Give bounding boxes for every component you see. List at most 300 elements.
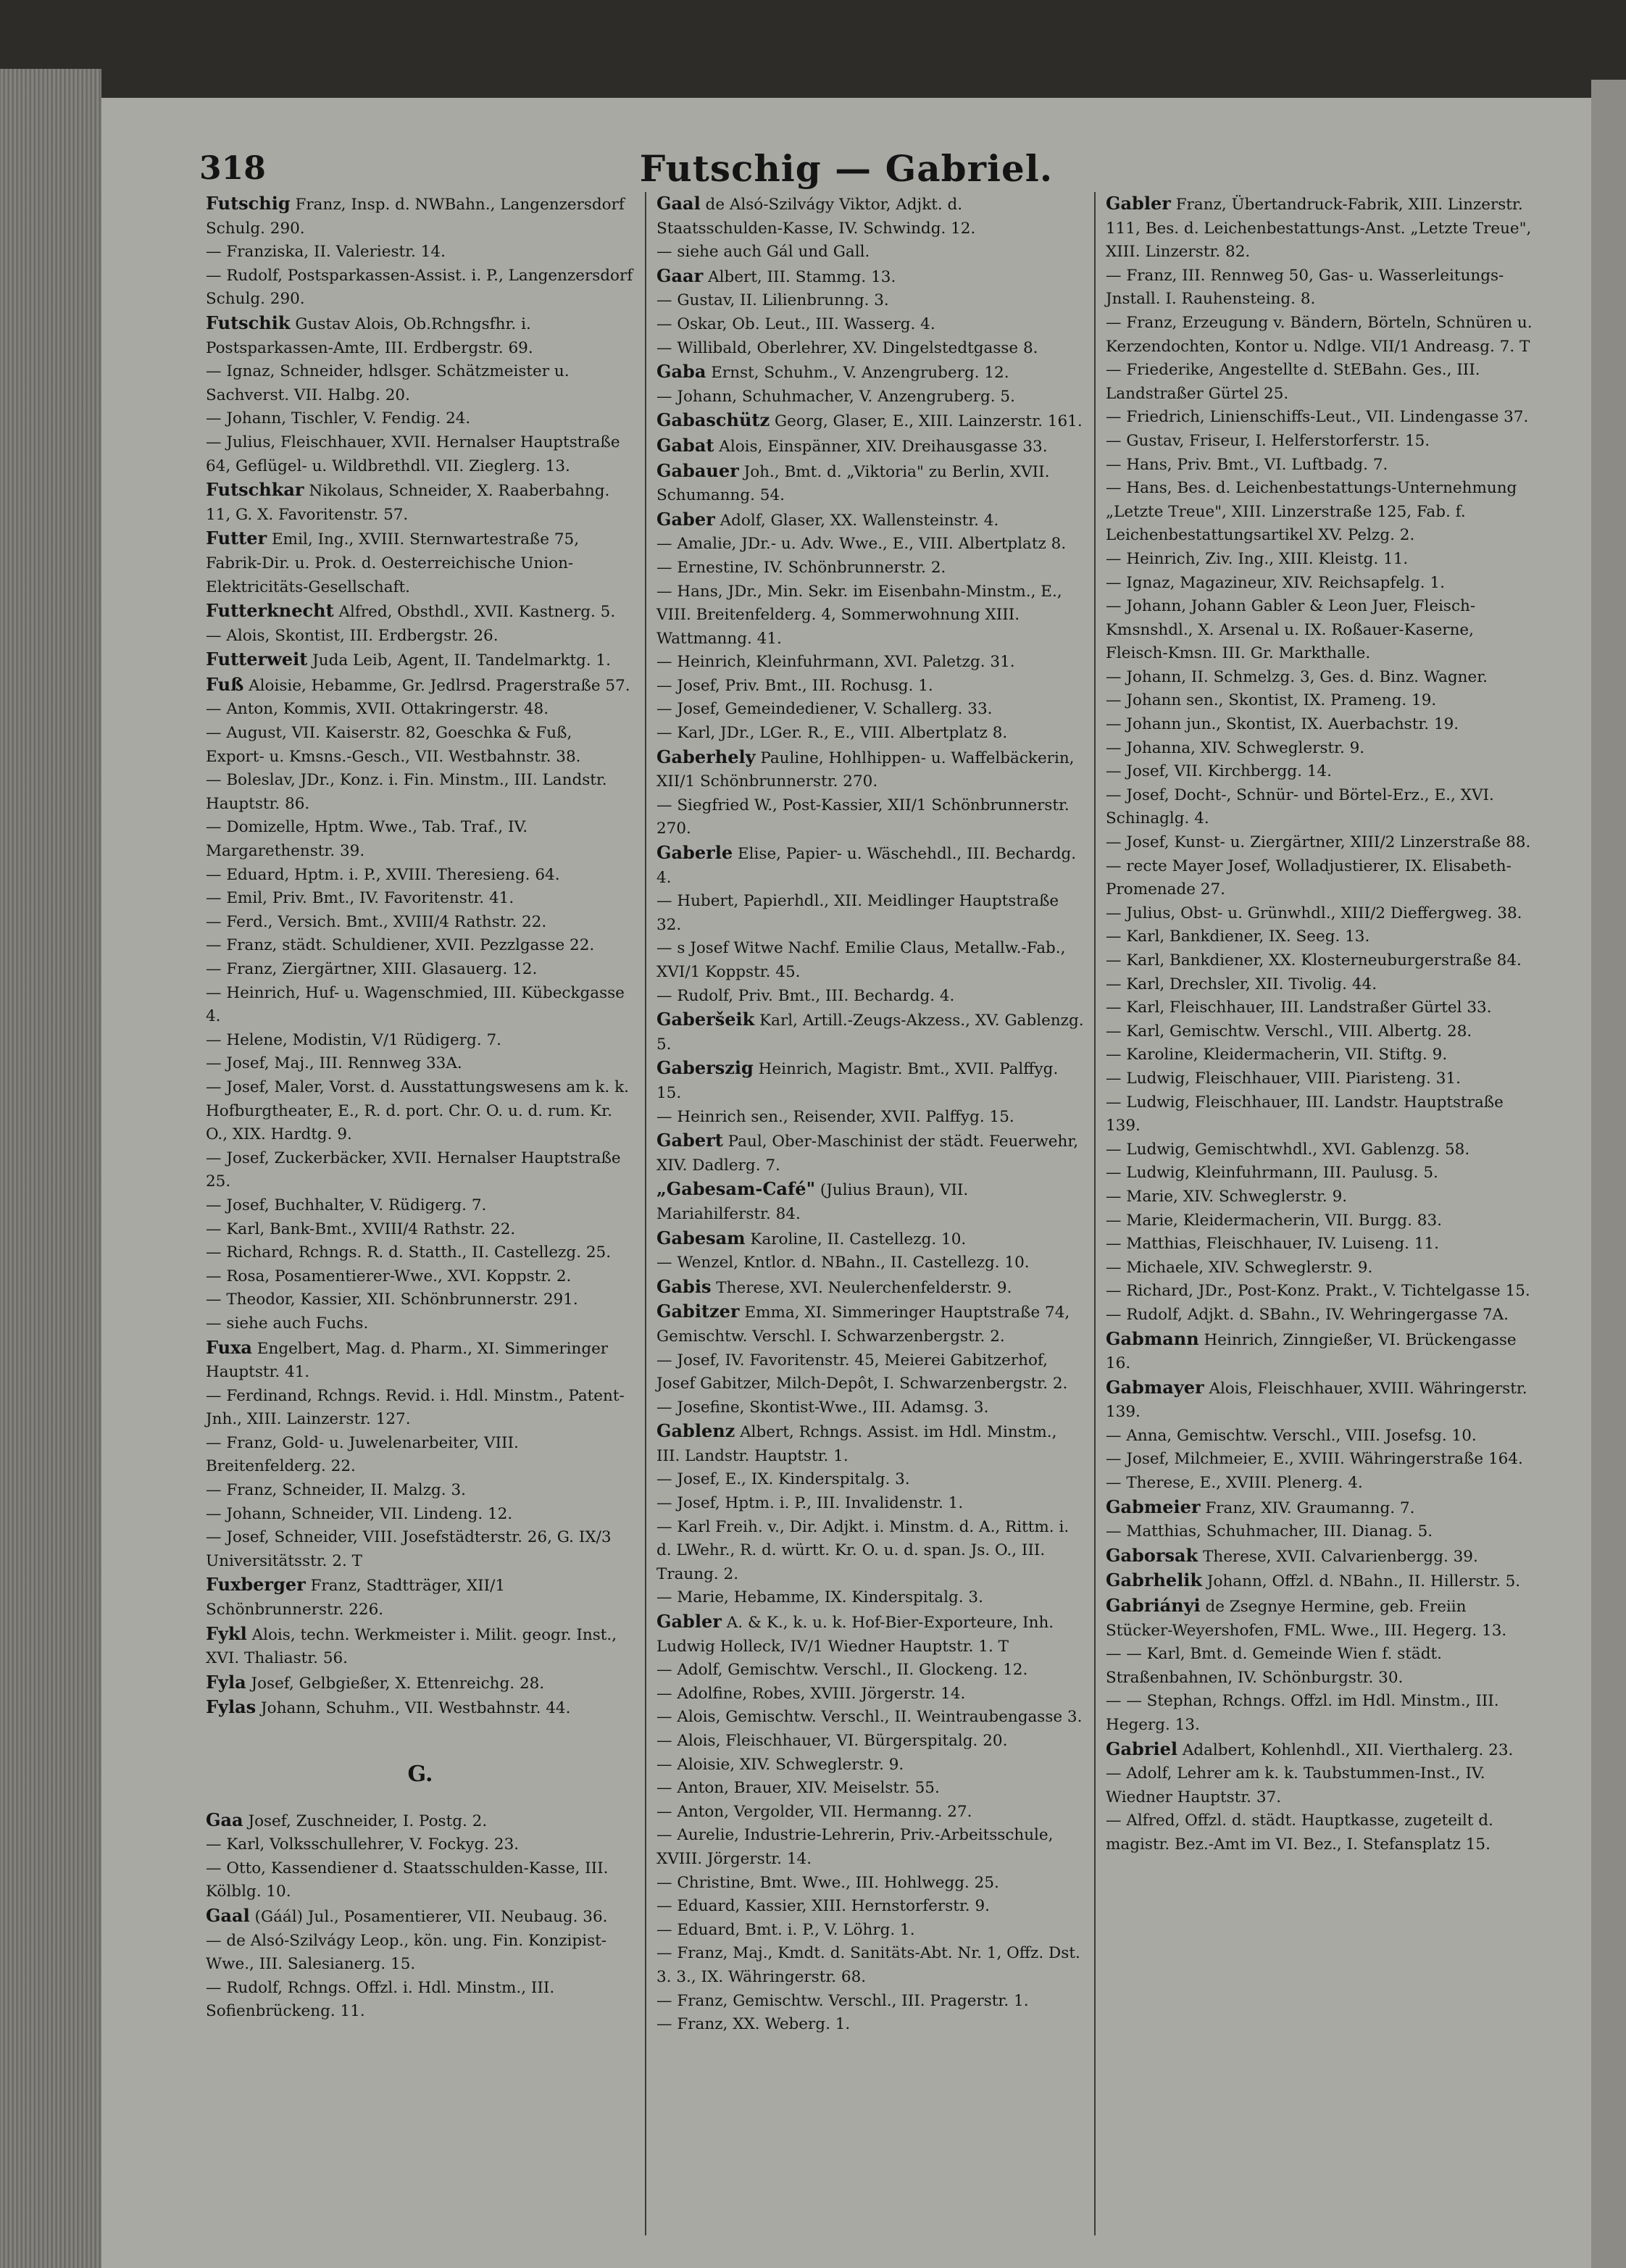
entry-surname: Gaal [656, 193, 701, 214]
entry-text: Johann, Offzl. d. NBahn., II. Hillerstr. 5. [1202, 1572, 1521, 1591]
entry-text: — Oskar, Ob. Leut., III. Wasserg. 4. [656, 314, 935, 333]
directory-entry [656, 1419, 1084, 1468]
directory-entry [1106, 192, 1533, 264]
entry-text: — Heinrich, Huf- u. Wagenschmied, III. Kübeckgasse 4. [206, 983, 625, 1026]
directory-entry [656, 1227, 1084, 1252]
entry-text: — — Karl, Bmt. d. Gemeinde Wien f. städt. Straßenbahnen, IV. Schönburgstr. 30. [1106, 1645, 1442, 1687]
entry-surname: Gabmann [1106, 1327, 1199, 1349]
entry-text: Elise, Papier- u. Wäschehdl., III. Bechardg. 4. [656, 845, 1077, 887]
directory-entry [1106, 949, 1533, 973]
directory-entry [1106, 595, 1533, 666]
directory-entry [206, 599, 635, 625]
directory-entry [656, 264, 1084, 290]
directory-entry [206, 264, 635, 312]
directory-entry [656, 434, 1084, 459]
entry-text: — Ernestine, IV. Schönbrunnerstr. 2. [656, 558, 946, 577]
entry-text: — Josef, Milchmeier, E., XVIII. Währingerstraße 164. [1106, 1450, 1523, 1469]
entry-surname: Fylas [206, 1696, 257, 1718]
directory-entry [656, 890, 1084, 937]
directory-entry [1106, 1256, 1533, 1280]
page-header [101, 98, 1591, 190]
directory-entry [656, 1895, 1084, 1919]
directory-entry [656, 722, 1084, 746]
directory-entry [1106, 973, 1533, 997]
entry-text: — Karl, Bankdiener, IX. Seeg. 13. [1106, 927, 1370, 946]
entry-surname: „Gabesam-Café" [656, 1178, 816, 1200]
directory-entry [1106, 666, 1533, 690]
directory-entry [206, 1312, 635, 1336]
directory-entry [1106, 760, 1533, 784]
directory-entry [1106, 996, 1533, 1020]
entry-surname: Gabler [656, 1611, 722, 1633]
directory-entry [656, 1610, 1084, 1659]
directory-entry [656, 1177, 1084, 1226]
directory-entry [206, 1432, 635, 1479]
directory-entry [206, 887, 635, 911]
entry-text: — s Josef Witwe Nachf. Emilie Claus, Metallw.-Fab., XVI/1 Koppstr. 45. [656, 939, 1066, 981]
column-2-entries [656, 192, 1084, 2037]
entry-text: — Boleslav, JDr., Konz. i. Fin. Minstm., III. Landstr. Hauptstr. 86. [206, 771, 607, 813]
entry-text: (Julius Braun), VII. Mariahilferstr. 84. [656, 1181, 969, 1223]
directory-entry [656, 1300, 1084, 1348]
directory-entry [1106, 784, 1533, 831]
directory-entry [1106, 1425, 1533, 1448]
directory-entry [656, 1919, 1084, 1943]
entry-text: Paul, Ober-Maschinist der städt. Feuerwehr, XIV. Dadlerg. 7. [656, 1133, 1079, 1175]
directory-entry [206, 360, 635, 407]
entry-surname: Futschik [206, 312, 291, 333]
directory-entry [1106, 1162, 1533, 1185]
directory-entry [656, 1586, 1084, 1610]
entry-text: — de Alsó-Szilvágy Leop., kön. ung. Fin. Konzipist-Wwe., III. Salesianerg. 15. [206, 1931, 607, 1974]
entry-text: — Franz, XX. Weberg. 1. [656, 2015, 851, 2034]
entry-text: — Franz, städt. Schuldiener, XVII. Pezzlgasse 22. [206, 936, 595, 955]
entry-text: — Aloisie, XIV. Schweglerstr. 9. [656, 1755, 904, 1774]
directory-entry [656, 1990, 1084, 2014]
entry-text: — Otto, Kassendiener d. Staatsschulden-Kasse, III. Kölblg. 10. [206, 1859, 609, 1901]
directory-entry [1106, 855, 1533, 902]
directory-entry [656, 746, 1084, 794]
directory-entry [656, 289, 1084, 313]
entry-text: — Josef, Maj., III. Rennweg 33A. [206, 1054, 462, 1073]
directory-entry [656, 1275, 1084, 1301]
entry-text: — Rudolf, Adjkt. d. SBahn., IV. Wehringergasse 7A. [1106, 1305, 1509, 1324]
directory-entry [656, 698, 1084, 722]
entry-text: — Josef, Zuckerbäcker, XVII. Hernalser Hauptstraße 25. [206, 1148, 621, 1191]
entry-text: — Johann, Tischler, V. Fendig. 24. [206, 409, 471, 428]
entry-text: Therese, XVII. Calvarienbergg. 39. [1198, 1547, 1478, 1566]
entry-text: — Heinrich, Ziv. Ing., XIII. Kleistg. 11. [1106, 549, 1409, 568]
directory-entry [1106, 713, 1533, 737]
entry-text: — Adolf, Gemischtw. Verschl., II. Glockeng. 12. [656, 1661, 1028, 1680]
directory-entry [1106, 359, 1533, 406]
entry-text: — Karl, Drechsler, XII. Tivolig. 44. [1106, 975, 1377, 993]
entry-text: — recte Mayer Josef, Wolladjustierer, IX. Elisabeth-Promenade 27. [1106, 856, 1512, 899]
entry-surname: Gaberšeik [656, 1009, 755, 1030]
directory-entry [1106, 689, 1533, 713]
directory-entry [1106, 1762, 1533, 1809]
entry-text: Nikolaus, Schneider, X. Raaberbahng. 11, G. X. Favoritenstr. 57. [206, 482, 610, 524]
directory-entry [206, 816, 635, 863]
entry-text: — Karl, Bank-Bmt., XVIII/4 Rathstr. 22. [206, 1220, 516, 1238]
entry-text: — Eduard, Bmt. i. P., V. Löhrg. 1. [656, 1920, 915, 1939]
entry-text: — Alfred, Offzl. d. städt. Hauptkasse, zugeteilt d. magistr. Bez.-Amt im VI. Bez., I. Stefansplatz 15. [1106, 1812, 1493, 1854]
entry-text: — Hans, Bes. d. Leichenbestattungs-Unternehmung „Letzte Treue", XIII. Linzerstraße 125, Fab. f. Leichenbestattungsartikel XV. Pelzg. 2. [1106, 479, 1517, 545]
directory-entry [1106, 737, 1533, 761]
entry-text: — Josef, VII. Kirchbergg. 14. [1106, 762, 1332, 781]
entry-text: — Hans, JDr., Min. Sekr. im Eisenbahn-Minstm., E., VIII. Breitenfelderg. 4, Sommerwohnung XIII. Wattmanng. 41. [656, 582, 1062, 648]
entry-text: — Josef, Gemeindediener, V. Schallerg. 33. [656, 700, 993, 719]
entry-text: — Johanna, XIV. Schweglerstr. 9. [1106, 738, 1365, 757]
entry-text: — Wenzel, Kntlor. d. NBahn., II. Castellezg. 10. [656, 1254, 1030, 1272]
directory-entry [206, 1265, 635, 1289]
directory-entry [656, 794, 1084, 841]
entry-surname: Fuxberger [206, 1574, 306, 1596]
directory-entry [1106, 902, 1533, 926]
entry-text: — Alois, Gemischtw. Verschl., II. Weintraubengasse 3. [656, 1708, 1083, 1727]
section-letter-g: G. [407, 1762, 433, 1787]
entry-text: — Marie, Hebamme, IX. Kinderspitalg. 3. [656, 1588, 983, 1607]
directory-entry [206, 1526, 635, 1573]
directory-entry [1106, 454, 1533, 478]
entry-text: — Hans, Priv. Bmt., VI. Luftbadg. 7. [1106, 455, 1388, 474]
entry-text: — Karl Freih. v., Dir. Adjkt. i. Minstm. d. A., Rittm. i. d. LWehr., R. d. württ. Kr. O. u. d. span. Js. O., III. Traung. 2. [656, 1517, 1070, 1583]
entry-text: Therese, XVI. Neulerchenfelderstr. 9. [711, 1278, 1012, 1297]
entry-text: — Friederike, Angestellte d. StEBahn. Ges., III. Landstraßer Gürtel 25. [1106, 361, 1480, 403]
entry-text: Emil, Ing., XVIII. Sternwartestraße 75, Fabrik-Dir. u. Prok. d. Oesterreichische Union-Elektricitäts-Gesellschaft. [206, 530, 580, 596]
entry-text: Pauline, Hohlhippen- u. Waffelbäckerin, XII/1 Schönbrunnerstr. 270. [656, 749, 1075, 791]
entry-surname: Gaberle [656, 842, 733, 864]
directory-entry [1106, 572, 1533, 596]
entry-text: Emma, XI. Simmeringer Hauptstraße 74, Gemischtw. Verschl. I. Schwarzenbergstr. 2. [656, 1304, 1070, 1346]
directory-entry [1106, 1233, 1533, 1256]
directory-entry [1106, 1643, 1533, 1690]
column-3-entries [1106, 192, 1533, 1857]
entry-text: — Marie, XIV. Schweglerstr. 9. [1106, 1187, 1348, 1206]
entry-surname: Gabrhelik [1106, 1569, 1203, 1591]
entry-text: Albert, III. Stammg. 13. [703, 267, 896, 286]
entry-text: de Alsó-Szilvágy Viktor, Adjkt. d. Staatsschulden-Kasse, IV. Schwindg. 12. [656, 196, 976, 238]
directory-entry [656, 241, 1084, 264]
directory-entry [206, 1809, 635, 1834]
entry-surname: Futterweit [206, 649, 308, 670]
column-1-entries-f [206, 192, 635, 1721]
directory-entry [656, 1516, 1084, 1587]
entry-text: — Ludwig, Fleischhauer, III. Landstr. Hauptstraße 139. [1106, 1093, 1504, 1135]
column-1 [196, 192, 645, 2235]
entry-text: — Gustav, Friseur, I. Helferstorferstr. 15. [1106, 431, 1430, 450]
entry-text: de Zsegnye Hermine, geb. Freiin Stücker-Weyershofen, FML. Wwe., III. Hegerg. 13. [1106, 1598, 1507, 1640]
entry-text: — Theodor, Kassier, XII. Schönbrunnerstr. 291. [206, 1291, 578, 1309]
entry-text: — Josef, E., IX. Kinderspitalg. 3. [656, 1470, 910, 1489]
entry-text: (Gáál) Jul., Posamentierer, VII. Neubaug. 36. [249, 1907, 608, 1926]
directory-entry [206, 722, 635, 769]
directory-entry [206, 1977, 635, 2024]
entry-text: — Karoline, Kleidermacherin, VII. Stiftg. 9. [1106, 1046, 1448, 1064]
directory-entry [206, 1147, 635, 1194]
directory-entry [656, 1824, 1084, 1871]
directory-entry [656, 313, 1084, 337]
entry-text: Heinrich, Zinngießer, VI. Brückengasse 16. [1106, 1330, 1517, 1373]
entry-text: — Karl, Gemischtw. Verschl., VIII. Albertg. 28. [1106, 1022, 1472, 1041]
entry-text: — Marie, Kleidermacherin, VII. Burgg. 83. [1106, 1211, 1442, 1230]
entry-surname: Gaal [206, 1904, 250, 1926]
directory-entry [206, 1218, 635, 1242]
entry-text: Adalbert, Kohlenhdl., XII. Vierthalerg. 23. [1177, 1740, 1514, 1759]
entry-text: Karl, Artill.-Zeugs-Akzess., XV. Gablenzg. 5. [656, 1012, 1084, 1054]
entry-text: — Josef, Hptm. i. P., III. Invalidenstr. 1. [656, 1494, 964, 1513]
entry-text: — Matthias, Schuhmacher, III. Dianag. 5. [1106, 1522, 1433, 1541]
directory-entry [1106, 430, 1533, 454]
directory-entry [206, 527, 635, 599]
entry-text: — Franz, Gold- u. Juwelenarbeiter, VIII. Breitenfelderg. 22. [206, 1433, 519, 1476]
entry-text: Johann, Schuhm., VII. Westbahnstr. 44. [256, 1699, 571, 1718]
entry-surname: Gaar [656, 264, 704, 286]
directory-entry [206, 1194, 635, 1218]
directory-entry [1106, 312, 1533, 359]
directory-entry [656, 1683, 1084, 1706]
entry-text: Franz, Stadtträger, XII/1 Schönbrunnerstr. 226. [206, 1577, 506, 1619]
directory-entry [206, 1696, 635, 1721]
entry-text: — Anton, Brauer, XIV. Meiselstr. 55. [656, 1779, 940, 1798]
entry-text: — Heinrich sen., Reisender, XVII. Palffyg. 15. [656, 1107, 1014, 1126]
directory-entry [206, 1671, 635, 1696]
entry-text: Franz, Übertandruck-Fabrik, XIII. Linzerstr. 111, Bes. d. Leichenbestattungs-Anst. „Letzte Treue", XIII. Linzerstr. 82. [1106, 196, 1532, 262]
directory-entry [206, 1336, 635, 1385]
directory-entry [1106, 406, 1533, 430]
entry-text: — Richard, JDr., Post-Konz. Prakt., V. Tichtelgasse 15. [1106, 1282, 1530, 1301]
column-2 [645, 192, 1094, 2235]
entry-text: — Ferd., Versich. Bmt., XVIII/4 Rathstr. 22. [206, 912, 547, 931]
entry-text: — Rosa, Posamentierer-Wwe., XVI. Koppstr. 2. [206, 1267, 572, 1285]
entry-text: Alois, Einspänner, XIV. Dreihausgasse 33. [714, 437, 1048, 456]
directory-entry [656, 192, 1084, 241]
entry-text: Georg, Glaser, E., XIII. Lainzerstr. 161. [770, 412, 1083, 431]
entry-text: Albert, Rchngs. Assist. im Hdl. Minstm., III. Landstr. Hauptstr. 1. [656, 1423, 1057, 1465]
entry-surname: Gaa [206, 1809, 243, 1830]
directory-page [101, 98, 1591, 2268]
directory-entry [1106, 1020, 1533, 1044]
directory-entry [206, 1573, 635, 1622]
directory-entry [206, 407, 635, 431]
entry-text: Juda Leib, Agent, II. Tandelmarktg. 1. [307, 651, 611, 670]
entry-text: — Christine, Bmt. Wwe., III. Hohlwegg. 25. [656, 1873, 999, 1892]
directory-entry [1106, 477, 1533, 548]
entry-surname: Gabmeier [1106, 1496, 1201, 1517]
entry-text: Engelbert, Mag. d. Pharm., XI. Simmeringer Hauptstr. 41. [206, 1339, 609, 1382]
entry-text: — Amalie, JDr.- u. Adv. Wwe., E., VIII. Albertplatz 8. [656, 535, 1067, 554]
directory-entry [1106, 1690, 1533, 1737]
entry-text: — Johann, II. Schmelzg. 3, Ges. d. Binz. Wagner. [1106, 667, 1488, 686]
directory-entry [656, 1468, 1084, 1492]
directory-entry [1106, 831, 1533, 855]
facing-page-edge [1591, 80, 1626, 2268]
entry-surname: Futterknecht [206, 600, 334, 622]
directory-entry [206, 1241, 635, 1265]
entry-surname: Fykl [206, 1622, 247, 1644]
directory-entry [1106, 1376, 1533, 1425]
entry-surname: Futschig [206, 193, 291, 214]
directory-entry [206, 911, 635, 935]
entry-text: — Johann, Schuhmacher, V. Anzengruberg. 5. [656, 387, 1015, 406]
entry-surname: Gabriányi [1106, 1595, 1201, 1617]
directory-entry [206, 1904, 635, 1930]
entry-text: Karoline, II. Castellezg. 10. [745, 1230, 967, 1248]
directory-entry [206, 698, 635, 722]
directory-entry [206, 769, 635, 816]
entry-text: — siehe auch Gál und Gall. [656, 243, 870, 262]
entry-text: — Ludwig, Kleinfuhrmann, III. Paulusg. 5. [1106, 1164, 1438, 1183]
directory-entry [1106, 1280, 1533, 1304]
entry-surname: Gablenz [656, 1420, 735, 1442]
entry-text: — Emil, Priv. Bmt., IV. Favoritenstr. 41. [206, 889, 514, 908]
entry-text: — Gustav, II. Lilienbrunng. 3. [656, 291, 889, 310]
directory-entry [1106, 1448, 1533, 1472]
entry-text: — Ferdinand, Rchngs. Revid. i. Hdl. Minstm., Patent-Jnh., XIII. Lainzerstr. 127. [206, 1386, 625, 1429]
directory-entry [656, 2013, 1084, 2037]
directory-entry [206, 1385, 635, 1432]
column-3 [1094, 192, 1543, 2235]
entry-text: — Adolfine, Robes, XVIII. Jörgerstr. 14. [656, 1684, 966, 1703]
entry-text: — Karl, Bankdiener, XX. Klosterneuburgerstraße 84. [1106, 951, 1522, 970]
directory-entry [1106, 1544, 1533, 1569]
entry-text: — Johann, Schneider, VII. Lindeng. 12. [206, 1504, 513, 1523]
entry-surname: Gabis [656, 1275, 712, 1297]
entry-text: — Eduard, Kassier, XIII. Hernstorferstr. 9. [656, 1897, 990, 1916]
directory-entry [656, 1349, 1084, 1396]
entry-text: — Rudolf, Rchngs. Offzl. i. Hdl. Minstm., III. Sofienbrückeng. 11. [206, 1978, 555, 2021]
entry-text: — Willibald, Oberlehrer, XV. Dingelstedtgasse 8. [656, 338, 1038, 357]
entry-text: — Franz, Schneider, II. Malzg. 3. [206, 1481, 466, 1500]
directory-entry [206, 934, 635, 958]
entry-text: — Eduard, Hptm. i. P., XVIII. Theresieng. 64. [206, 865, 560, 884]
entry-text: Alfred, Obsthdl., XVII. Kastnerg. 5. [333, 603, 616, 622]
directory-entry [206, 625, 635, 649]
running-title: Futschig — Gabriel. [639, 147, 1054, 190]
entry-text: — Anton, Kommis, XVII. Ottakringerstr. 48. [206, 700, 549, 719]
directory-entry [206, 1479, 635, 1503]
entry-surname: Gabriel [1106, 1738, 1177, 1759]
entry-text: Franz, Insp. d. NWBahn., Langenzersdorf Schulg. 290. [206, 196, 625, 238]
entry-text: Gustav Alois, Ob.Rchngsfhr. i. Postsparkassen-Amte, III. Erdbergstr. 69. [206, 314, 533, 357]
directory-entry [206, 982, 635, 1029]
entry-surname: Fuxa [206, 1336, 252, 1358]
entry-surname: Gaberhely [656, 746, 756, 767]
entry-text: — Alois, Fleischhauer, VI. Bürgerspitalg. 20. [656, 1732, 1008, 1750]
entry-text: Josef, Gelbgießer, X. Ettenreichg. 28. [246, 1674, 545, 1693]
entry-text: — Franz, III. Rennweg 50, Gas- u. Wasserleitungs-Jnstall. I. Rauhensteing. 8. [1106, 266, 1504, 309]
entry-text: — Johann, Johann Gabler & Leon Juer, Fleisch-Kmsnshdl., X. Arsenal u. IX. Roßauer-Kaserne, Fleisch-Kmsn. III. Gr. Markthalle. [1106, 597, 1476, 663]
directory-entry [206, 648, 635, 673]
directory-entry [656, 1659, 1084, 1683]
entry-text: — Josef, Maler, Vorst. d. Ausstattungswesens am k. k. Hofburgtheater, E., R. d. port. Chr. O. u. d. rum. Kr. O., XIX. Hardtg. 9. [206, 1077, 629, 1144]
directory-entry [656, 1251, 1084, 1275]
entry-text: — Helene, Modistin, V/1 Rüdigerg. 7. [206, 1030, 501, 1049]
directory-entry [656, 1129, 1084, 1177]
entry-text: — Franz, Gemischtw. Verschl., III. Pragerstr. 1. [656, 1991, 1029, 2010]
directory-entry [656, 1106, 1084, 1130]
directory-entry [206, 312, 635, 360]
entry-text: — Ignaz, Magazineur, XIV. Reichsapfelg. 1. [1106, 573, 1445, 592]
entry-text: — Ludwig, Fleischhauer, VIII. Piaristeng. 31. [1106, 1069, 1461, 1088]
directory-entry [656, 556, 1084, 580]
entry-text: — Ignaz, Schneider, hdlsger. Schätzmeister u. Sachverst. VII. Halbg. 20. [206, 362, 570, 404]
directory-entry [1106, 1520, 1533, 1544]
entry-text: — Ludwig, Gemischtwhdl., XVI. Gablenzg. 58. [1106, 1140, 1470, 1159]
directory-entry [656, 937, 1084, 984]
entry-text: — Rudolf, Priv. Bmt., III. Bechardg. 4. [656, 986, 955, 1005]
directory-entry [1106, 1043, 1533, 1067]
directory-entry [656, 841, 1084, 890]
directory-entry [206, 431, 635, 478]
directory-entry [1106, 1594, 1533, 1643]
directory-entry [1106, 1067, 1533, 1091]
entry-text: — Josef, Docht-, Schnür- und Börtel-Erz., E., XVI. Schinaglg. 4. [1106, 785, 1494, 828]
directory-entry [1106, 1209, 1533, 1233]
entry-surname: Gaber [656, 508, 715, 530]
directory-entry [656, 459, 1084, 508]
entry-text: — Friedrich, Linienschiffs-Leut., VII. Lindengasse 37. [1106, 408, 1529, 427]
directory-entry [206, 192, 635, 241]
entry-text: — Therese, E., XVIII. Plenerg. 4. [1106, 1474, 1363, 1493]
entry-surname: Gaborsak [1106, 1544, 1198, 1566]
entry-text: — Franziska, II. Valeriestr. 14. [206, 243, 446, 262]
directory-entry [206, 478, 635, 527]
directory-entry [656, 1056, 1084, 1105]
directory-entry [206, 864, 635, 888]
directory-entry [1106, 548, 1533, 572]
directory-entry [206, 1076, 635, 1147]
entry-text: — Julius, Fleischhauer, XVII. Hernalser Hauptstraße 64, Geflügel- u. Wildbrethdl. VII. Zieglerg. 13. [206, 433, 620, 475]
directory-entry [656, 1754, 1084, 1777]
directory-entry [656, 337, 1084, 361]
entry-surname: Fuß [206, 673, 244, 695]
entry-text: Aloisie, Hebamme, Gr. Jedlrsd. Pragerstraße 57. [243, 676, 630, 695]
directory-entry [656, 1008, 1084, 1056]
directory-entry [656, 1730, 1084, 1754]
entry-text: — Josef, Buchhalter, V. Rüdigerg. 7. [206, 1196, 487, 1214]
directory-entry [1106, 1091, 1533, 1138]
directory-entry [1106, 1738, 1533, 1763]
directory-entry [1106, 1569, 1533, 1594]
entry-surname: Gabesam [656, 1227, 746, 1248]
entry-text: — Adolf, Lehrer am k. k. Taubstummen-Inst., IV. Wiedner Hauptstr. 37. [1106, 1764, 1485, 1806]
entry-text: Alois, techn. Werkmeister i. Milit. geogr. Inst., XVI. Thaliastr. 56. [206, 1625, 617, 1668]
entry-text: — siehe auch Fuchs. [206, 1314, 369, 1333]
entry-surname: Gaberszig [656, 1057, 754, 1079]
directory-entry [656, 409, 1084, 434]
entry-text: — Aurelie, Industrie-Lehrerin, Priv.-Arbeitsschule, XVIII. Jörgerstr. 14. [656, 1826, 1054, 1868]
entry-surname: Gabat [656, 434, 714, 456]
directory-entry [656, 985, 1084, 1009]
entry-text: — Josef, IV. Favoritenstr. 45, Meierei Gabitzerhof, Josef Gabitzer, Milch-Depôt, I. Schwarzenbergstr. 2. [656, 1351, 1068, 1393]
directory-entry [656, 1942, 1084, 1989]
entry-surname: Gabmayer [1106, 1376, 1204, 1398]
directory-entry [206, 1288, 635, 1312]
directory-entry [206, 1833, 635, 1857]
entry-text: — August, VII. Kaiserstr. 82, Goeschka & Fuß, Export- u. Kmsns.-Gesch., VII. Westbahnstr. 38. [206, 724, 581, 766]
directory-entry [656, 580, 1084, 651]
entry-text: — Hubert, Papierhdl., XII. Meidlinger Hauptstraße 32. [656, 892, 1059, 934]
entry-surname: Gabauer [656, 459, 739, 481]
directory-entry [656, 533, 1084, 556]
entry-text: Alois, Fleischhauer, XVIII. Währingerstr. 139. [1106, 1379, 1527, 1422]
directory-entry [206, 1029, 635, 1053]
directory-entry [1106, 925, 1533, 949]
directory-entry [206, 1503, 635, 1527]
directory-entry [1106, 1472, 1533, 1496]
entry-text: Adolf, Glaser, XX. Wallensteinstr. 4. [714, 511, 999, 530]
